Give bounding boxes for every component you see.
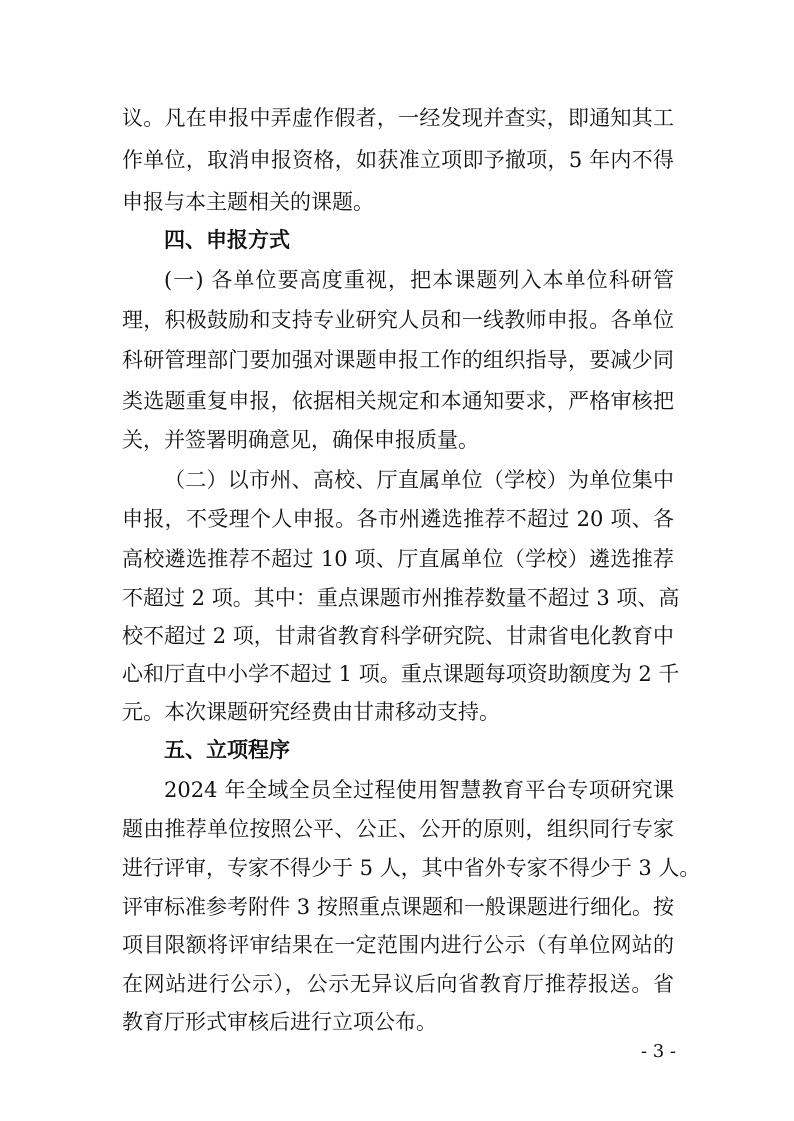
paragraph-line: 元。本次课题研究经费由甘肃移动支持。: [122, 700, 500, 724]
paragraph-line: 评审标准参考附件 3 按照重点课题和一般课题进行细化。按: [122, 895, 674, 919]
paragraph-line: 理，积极鼓励和支持专业研究人员和一线教师申报。各单位: [122, 308, 674, 332]
paragraph-line: 申报与本主题相关的课题。: [122, 190, 374, 214]
paragraph-line: 教育厅形式审核后进行立项公布。: [122, 1010, 437, 1034]
paragraph-line: (一) 各单位要高度重视，把本课题列入本单位科研管: [164, 268, 674, 292]
paragraph-line: 2024 年全域全员全过程使用智慧教育平台专项研究课: [164, 778, 674, 802]
paragraph-line: 关，并签署明确意见，确保申报质量。: [122, 428, 479, 452]
paragraph-line: 校不超过 2 项，甘肃省教育科学研究院、甘肃省电化教育中: [122, 624, 674, 648]
paragraph-line: 科研管理部门要加强对课题申报工作的组织指导，要减少同: [122, 348, 674, 372]
paragraph-line: 进行评审，专家不得少于 5 人，其中省外专家不得少于 3 人。: [122, 856, 701, 880]
paragraph-line: 题由推荐单位按照公平、公正、公开的原则，组织同行专家: [122, 817, 674, 841]
paragraph-line: （二）以市州、高校、厅直属单位（学校）为单位集中: [164, 468, 674, 492]
paragraph-line: 作单位，取消申报资格，如获准立项即予撤项，5 年内不得: [122, 148, 674, 172]
paragraph-line: 类选题重复申报，依据相关规定和本通知要求，严格审核把: [122, 389, 674, 413]
section-heading-application-method: 四、申报方式: [164, 228, 290, 252]
page-number: - 3 -: [640, 1041, 676, 1062]
paragraph-line: 议。凡在申报中弄虚作假者，一经发现并查实，即通知其工: [122, 106, 674, 130]
paragraph-line: 申报，不受理个人申报。各市州遴选推荐不超过 20 项、各: [122, 507, 674, 531]
paragraph-line: 不超过 2 项。其中：重点课题市州推荐数量不超过 3 项、高: [122, 586, 680, 610]
paragraph-line: 在网站进行公示），公示无异议后向省教育厅推荐报送。省: [122, 972, 674, 996]
section-heading-approval-procedure: 五、立项程序: [164, 738, 290, 762]
paragraph-line: 高校遴选推荐不超过 10 项、厅直属单位（学校）遴选推荐: [122, 547, 674, 571]
paragraph-line: 心和厅直中小学不超过 1 项。重点课题每项资助额度为 2 千: [122, 662, 680, 686]
paragraph-line: 项目限额将评审结果在一定范围内进行公示（有单位网站的: [122, 933, 674, 957]
